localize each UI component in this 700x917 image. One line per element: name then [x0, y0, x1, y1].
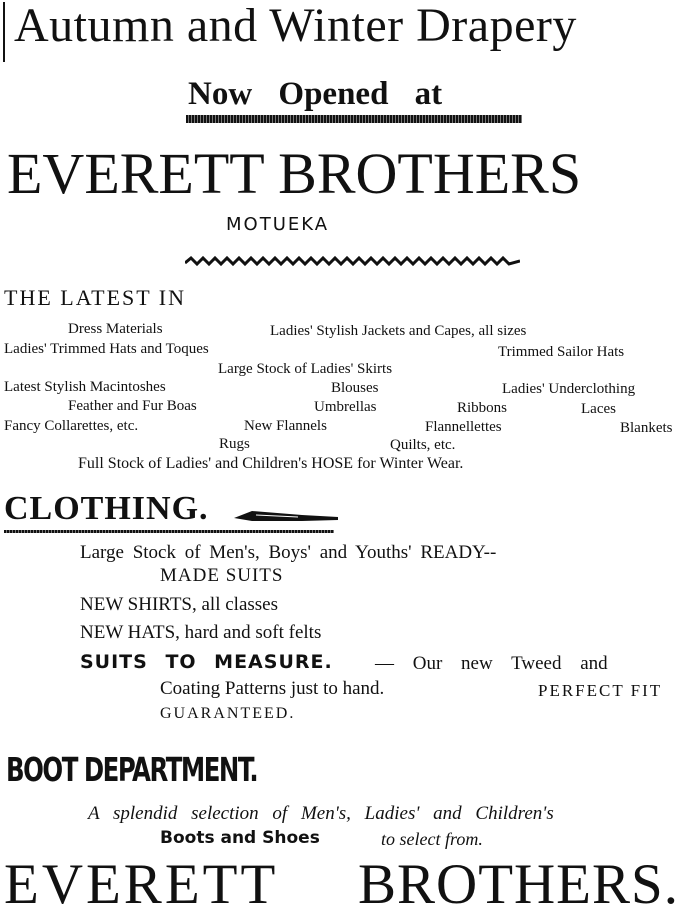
boot-line-boots-shoes: Boots and Shoes [160, 828, 320, 848]
item-blankets: Blankets [620, 420, 673, 436]
item-laces: Laces [581, 401, 616, 417]
latest-heading: THE LATEST IN [4, 285, 187, 310]
item-jackets-capes: Ladies' Stylish Jackets and Capes, all sizes [270, 323, 527, 339]
item-dress-materials: Dress Materials [68, 321, 163, 337]
item-rugs: Rugs [219, 436, 250, 452]
item-ribbons: Ribbons [457, 400, 508, 416]
footer-brothers: BROTHERS. [358, 853, 679, 916]
clothing-line-hats: NEW HATS, hard and soft felts [80, 622, 322, 643]
store-location: MOTUEKA [226, 214, 330, 235]
item-ladies-skirts: Large Stock of Ladies' Skirts [218, 361, 393, 377]
ad-title: Autumn and Winter Drapery [14, 0, 577, 52]
left-border-line [3, 2, 5, 62]
item-hose: Full Stock of Ladies' and Children's HOSE for Winter Wear. [78, 455, 464, 472]
item-macintoshes: Latest Stylish Macintoshes [4, 379, 166, 395]
clothing-tweed-line: — Our new Tweed and [375, 653, 608, 674]
clothing-line-ready-made: Large Stock of Men's, Boys' and Youths' READY-- [80, 542, 497, 563]
item-blouses: Blouses [331, 380, 379, 396]
item-quilts: Quilts, etc. [390, 437, 456, 453]
subtitle-underline [186, 115, 522, 123]
footer-everett: EVERETT [4, 853, 279, 916]
item-new-flannels: New Flannels [244, 418, 327, 434]
clothing-underline [4, 530, 334, 533]
clothing-suits-to-measure: SUITS TO MEASURE. [80, 651, 333, 673]
clothing-guaranteed: GUARANTEED. [160, 705, 296, 722]
clothing-perfect-fit: PERFECT FIT [538, 681, 663, 700]
item-collarettes: Fancy Collarettes, etc. [4, 418, 139, 434]
clothing-heading: CLOTHING. [4, 490, 209, 527]
store-name: EVERETT BROTHERS [7, 141, 582, 206]
item-flannellettes: Flannellettes [425, 419, 502, 435]
clothing-line-shirts: NEW SHIRTS, all classes [80, 594, 278, 615]
pointing-hand-icon [232, 508, 340, 527]
item-underclothing: Ladies' Underclothing [502, 381, 636, 397]
item-sailor-hats: Trimmed Sailor Hats [498, 344, 625, 360]
clothing-coating-line: Coating Patterns just to hand. [160, 678, 385, 699]
clothing-line-made-suits: MADE SUITS [160, 565, 284, 586]
boot-line-selection: A splendid selection of Men's, Ladies' and Children's [88, 803, 554, 824]
decorative-divider [185, 255, 520, 267]
ad-subtitle: Now Opened at [188, 76, 443, 112]
item-trimmed-hats: Ladies' Trimmed Hats and Toques [4, 341, 209, 357]
boot-heading: BOOT DEPARTMENT. [6, 750, 258, 789]
item-umbrellas: Umbrellas [314, 399, 377, 415]
boot-line-select-from: to select from. [381, 829, 483, 849]
item-boas: Feather and Fur Boas [68, 398, 197, 414]
